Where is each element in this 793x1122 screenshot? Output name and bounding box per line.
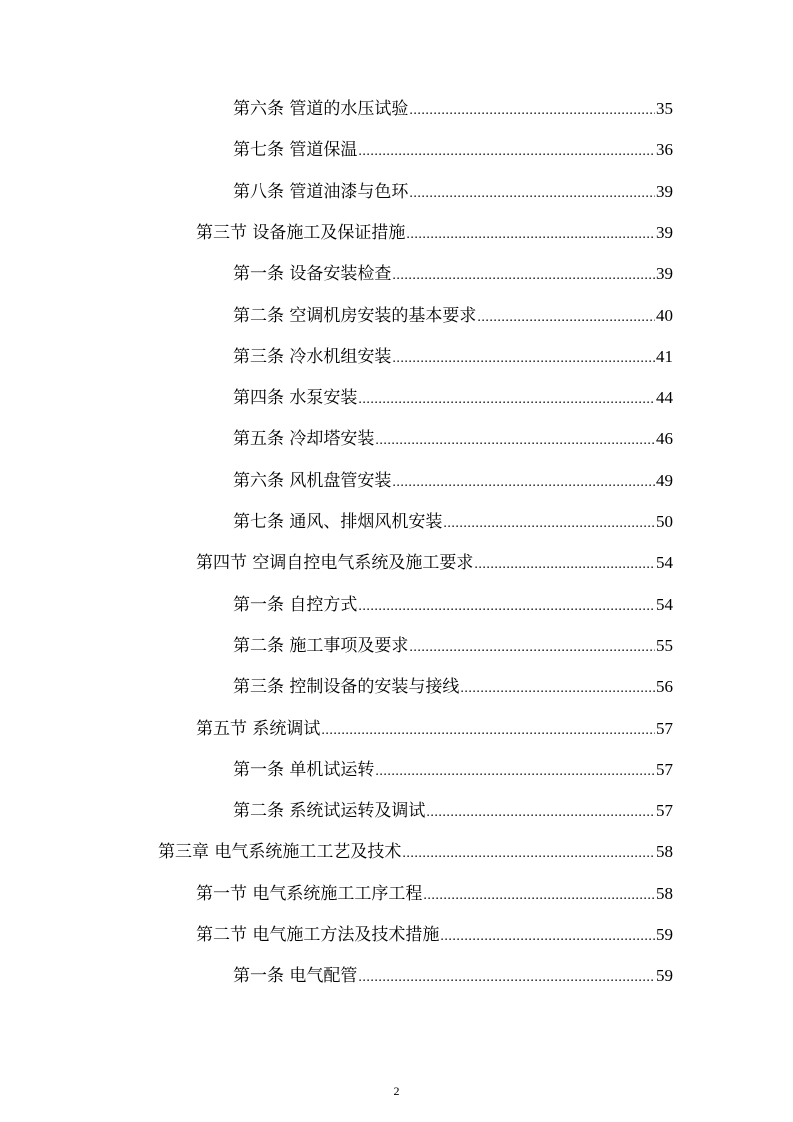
toc-entry-title: 第七条 管道保温 xyxy=(233,140,358,160)
toc-entry-page: 49 xyxy=(656,471,673,490)
toc-entry-title: 第四条 水泵安装 xyxy=(233,388,358,408)
toc-entry-title: 第三章 电气系统施工工艺及技术 xyxy=(158,842,402,862)
toc-entry-page: 57 xyxy=(656,801,673,820)
toc-leader-dots xyxy=(392,471,655,495)
toc-entry-page: 57 xyxy=(656,760,673,779)
toc-entry-page: 55 xyxy=(656,636,673,655)
toc-leader-dots xyxy=(392,264,655,288)
toc-entry-page: 56 xyxy=(656,677,673,696)
toc-entry[interactable] xyxy=(196,923,673,947)
toc-leader-dots xyxy=(358,966,655,990)
toc-entry[interactable] xyxy=(196,717,673,741)
toc-leader-dots xyxy=(426,801,655,825)
toc-entry-page: 54 xyxy=(656,553,673,572)
toc-entry-page: 58 xyxy=(656,842,673,861)
toc-entry[interactable] xyxy=(196,221,673,245)
toc-leader-dots xyxy=(423,884,655,908)
toc-entry[interactable] xyxy=(233,97,673,121)
toc-entry-page: 50 xyxy=(656,512,673,531)
toc-entry-title: 第一条 电气配管 xyxy=(233,966,358,986)
toc-entry[interactable] xyxy=(233,510,673,534)
toc-entry-title: 第六条 风机盘管安装 xyxy=(233,471,392,491)
toc-entry-page: 46 xyxy=(656,429,673,448)
toc-entry-title: 第三节 设备施工及保证措施 xyxy=(196,223,406,243)
toc-entry[interactable] xyxy=(233,345,673,369)
toc-leader-dots xyxy=(477,306,655,330)
toc-entry-title: 第一条 自控方式 xyxy=(233,595,358,615)
toc-entry-title: 第二节 电气施工方法及技术措施 xyxy=(196,925,440,945)
toc-leader-dots xyxy=(406,223,655,247)
toc-entry[interactable] xyxy=(233,634,673,658)
toc-entry-page: 41 xyxy=(656,347,673,366)
toc-entry-page: 58 xyxy=(656,884,673,903)
toc-entry[interactable] xyxy=(233,427,673,451)
toc-entry-page: 39 xyxy=(656,264,673,283)
toc-leader-dots xyxy=(375,429,655,453)
page-number: 2 xyxy=(393,1084,400,1098)
toc-entry-page: 36 xyxy=(656,140,673,159)
toc-entry[interactable] xyxy=(158,840,673,864)
toc-leader-dots xyxy=(409,636,655,660)
toc-entry[interactable] xyxy=(233,964,673,988)
toc-entry-title: 第一条 单机试运转 xyxy=(233,760,375,780)
toc-entry-title: 第三条 控制设备的安装与接线 xyxy=(233,677,460,697)
toc-entry[interactable] xyxy=(233,262,673,286)
toc-entry-title: 第一节 电气系统施工工序工程 xyxy=(196,884,423,904)
toc-entry[interactable] xyxy=(233,675,673,699)
toc-entry-page: 59 xyxy=(656,966,673,985)
toc-leader-dots xyxy=(443,512,655,536)
toc-entry[interactable] xyxy=(196,551,673,575)
toc-entry-page: 57 xyxy=(656,719,673,738)
toc-entry-title: 第二条 系统试运转及调试 xyxy=(233,801,426,821)
toc-leader-dots xyxy=(358,595,655,619)
toc-entry-title: 第七条 通风、排烟风机安装 xyxy=(233,512,443,532)
toc-leader-dots xyxy=(358,140,655,164)
toc-entry[interactable] xyxy=(233,469,673,493)
toc-leader-dots xyxy=(375,760,655,784)
toc-leader-dots xyxy=(474,553,655,577)
toc-leader-dots xyxy=(409,182,655,206)
toc-entry[interactable] xyxy=(196,882,673,906)
toc-entry-title: 第五节 系统调试 xyxy=(196,719,321,739)
toc-entry[interactable] xyxy=(233,180,673,204)
toc-entry[interactable] xyxy=(233,138,673,162)
toc-entry[interactable] xyxy=(233,304,673,328)
toc-entry-title: 第一条 设备安装检查 xyxy=(233,264,392,284)
toc-entry-page: 39 xyxy=(656,223,673,242)
toc-leader-dots xyxy=(460,677,655,701)
toc-entry[interactable] xyxy=(233,758,673,782)
toc-leader-dots xyxy=(392,347,655,371)
toc-entry[interactable] xyxy=(233,593,673,617)
toc-entry-title: 第三条 冷水机组安装 xyxy=(233,347,392,367)
toc-entry-title: 第二条 施工事项及要求 xyxy=(233,636,409,656)
toc-entry-title: 第二条 空调机房安装的基本要求 xyxy=(233,306,477,326)
toc-entry-title: 第八条 管道油漆与色环 xyxy=(233,182,409,202)
toc-entry-page: 59 xyxy=(656,925,673,944)
toc-entry-page: 40 xyxy=(656,306,673,325)
toc-entry-page: 35 xyxy=(656,99,673,118)
toc-entry[interactable] xyxy=(233,386,673,410)
toc-leader-dots xyxy=(358,388,655,412)
toc-entry-page: 44 xyxy=(656,388,673,407)
toc-entry-title: 第五条 冷却塔安装 xyxy=(233,429,375,449)
toc-leader-dots xyxy=(409,99,655,123)
toc-entry-page: 39 xyxy=(656,182,673,201)
toc-entry-title: 第六条 管道的水压试验 xyxy=(233,99,409,119)
toc-leader-dots xyxy=(440,925,655,949)
toc-leader-dots xyxy=(321,719,655,743)
toc-entry-title: 第四节 空调自控电气系统及施工要求 xyxy=(196,553,474,573)
toc-entry-page: 54 xyxy=(656,595,673,614)
toc-leader-dots xyxy=(402,842,655,866)
toc-entry[interactable] xyxy=(233,799,673,823)
